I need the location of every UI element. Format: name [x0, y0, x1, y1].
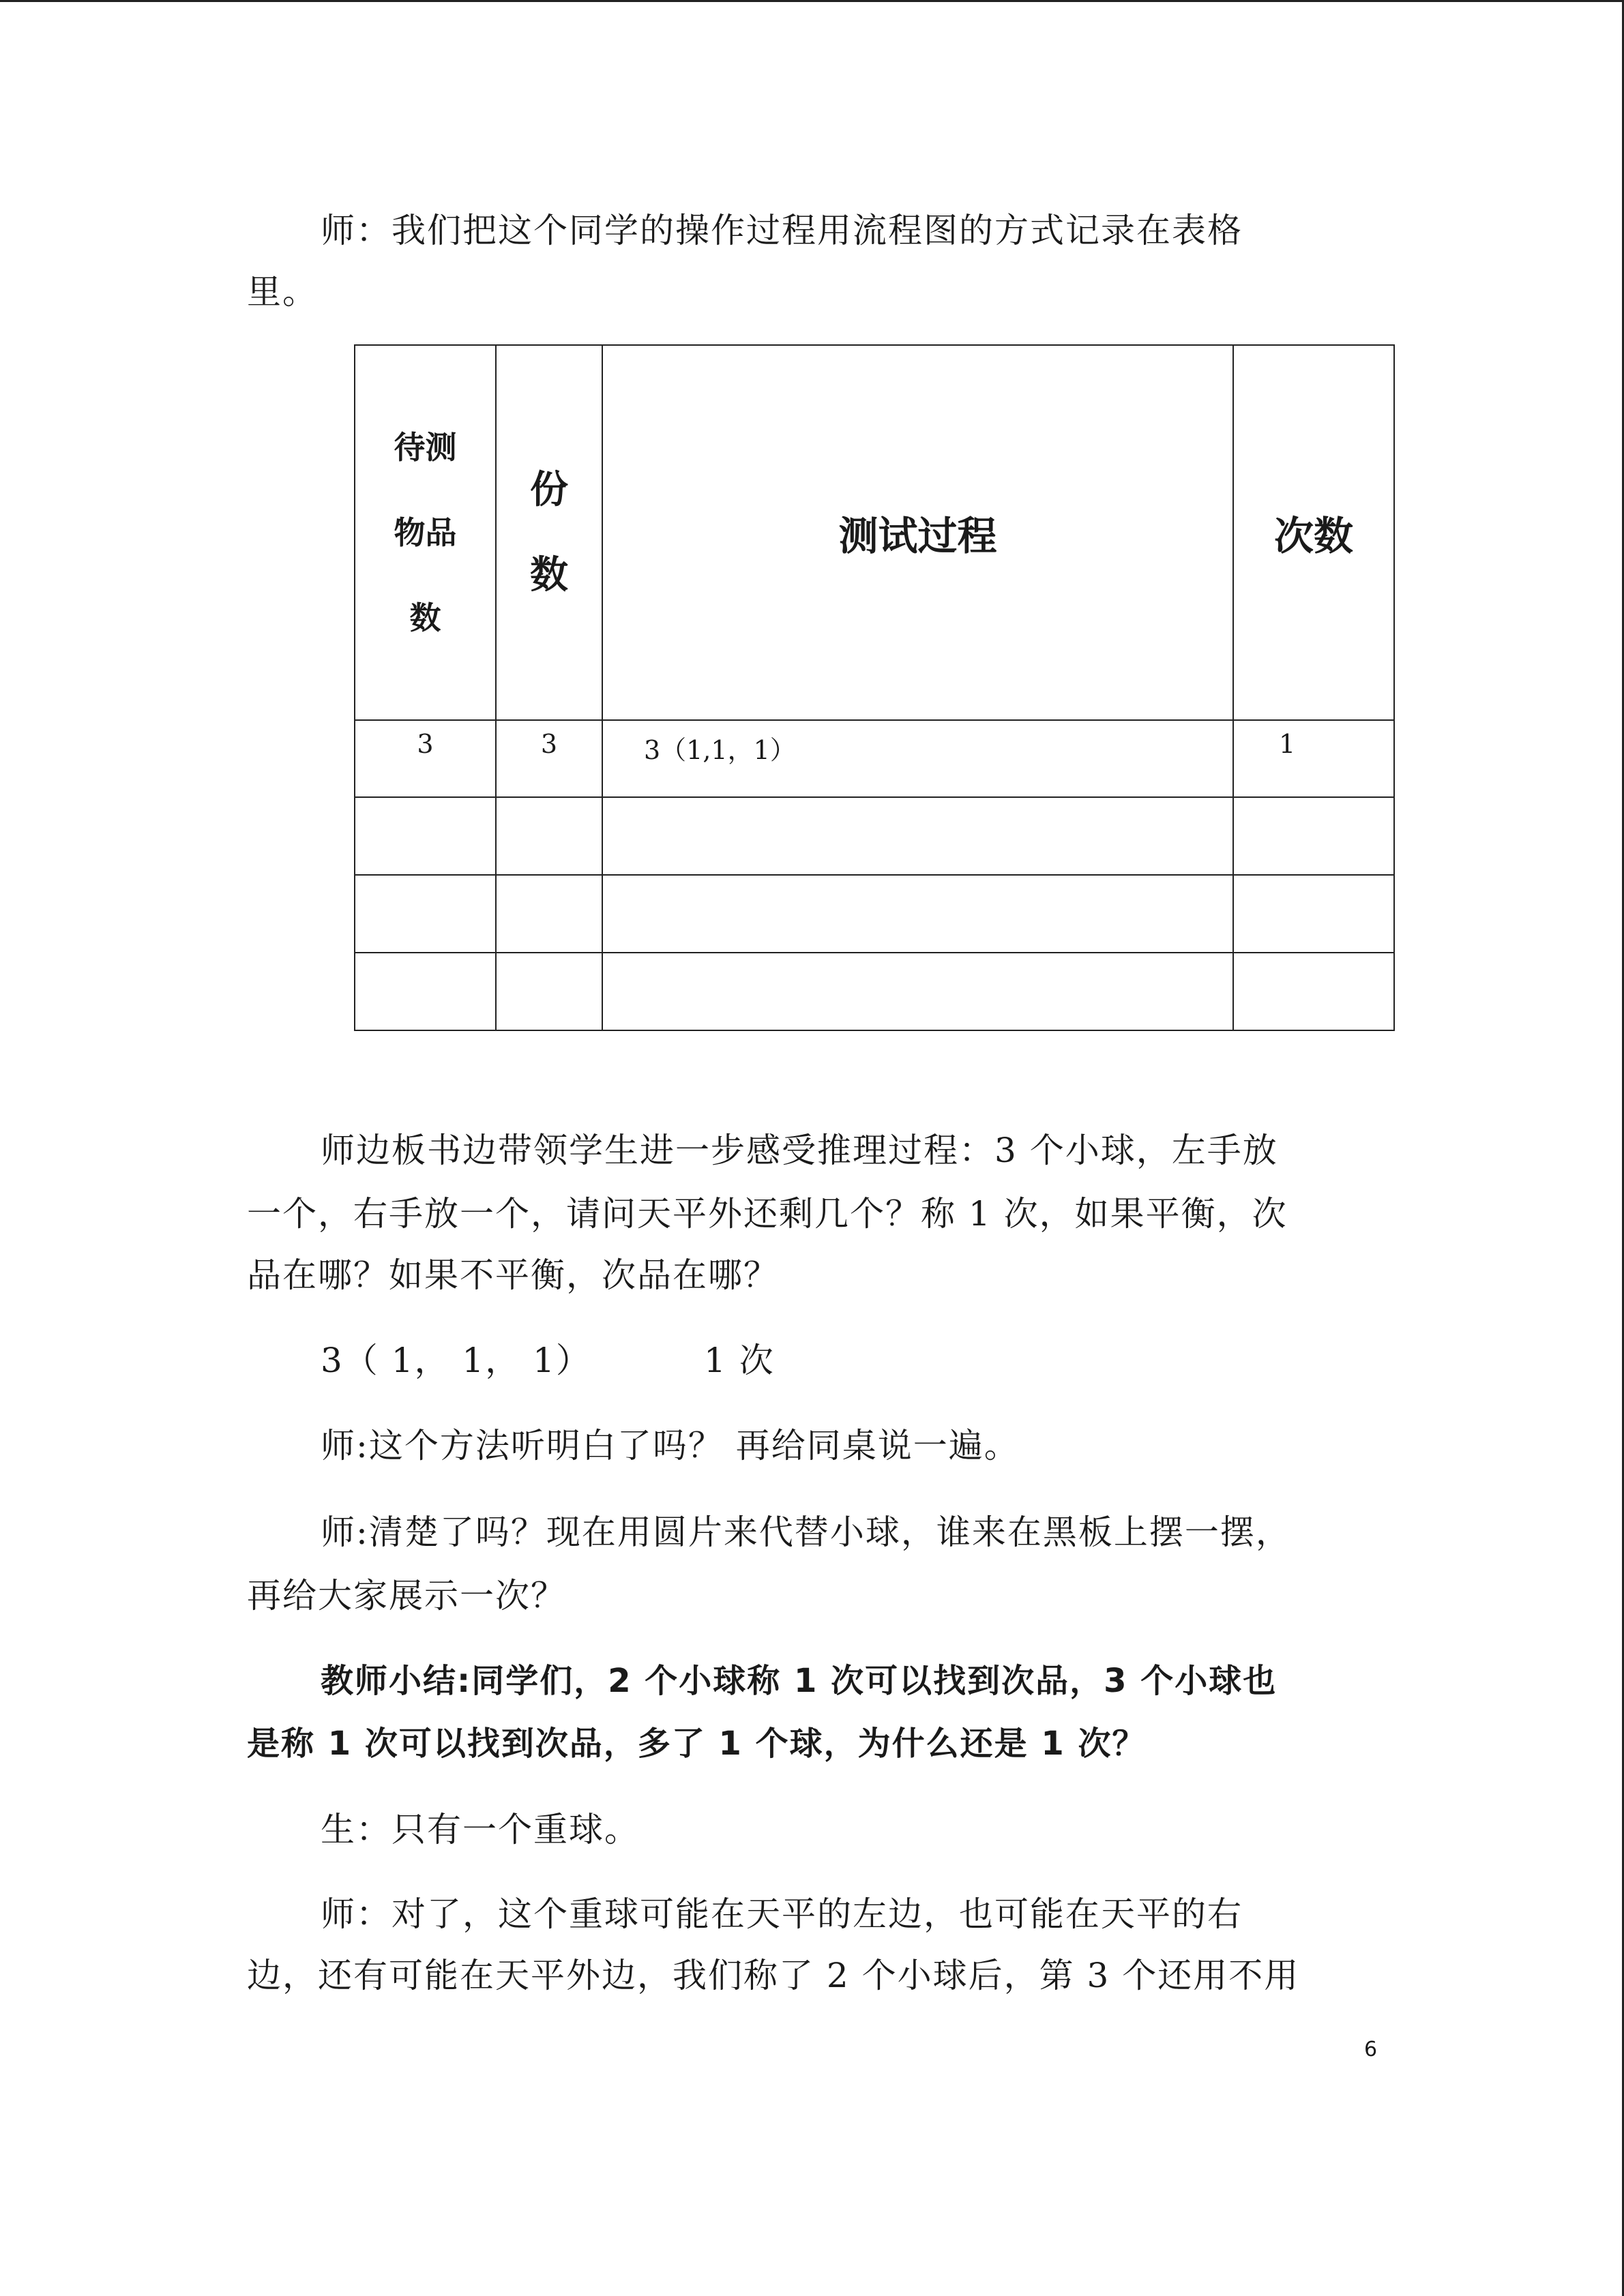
teacher-summary-line-1: 教师小结:同学们，2 个小球称 1 次可以找到次品，3 个小球也	[321, 1662, 1278, 1700]
table-cell	[496, 875, 602, 953]
paragraph-2-line-2: 一个，右手放一个，请问天平外还剩几个？称 1 次，如果平衡，次	[247, 1194, 1288, 1234]
table-cell: 3（1,1，1）	[602, 720, 1233, 797]
table-cell	[602, 875, 1233, 953]
paragraph-6-line-1: 师：对了，这个重球可能在天平的左边，也可能在天平的右	[321, 1894, 1243, 1934]
table-cell	[496, 797, 602, 875]
header-test-process: 测试过程	[602, 345, 1233, 720]
table-cell	[1233, 797, 1394, 875]
test-process-table	[354, 344, 1395, 1031]
paragraph-2-line-3: 品在哪？如果不平衡，次品在哪？	[247, 1255, 779, 1295]
header-items-to-test: 待测 物品 数	[355, 345, 496, 720]
paragraph-6-line-2: 边，还有可能在天平外边，我们称了 2 个小球后，第 3 个还用不用	[247, 1956, 1300, 1995]
formula-count: 1 次	[704, 1341, 775, 1380]
table-cell	[1233, 875, 1394, 953]
table-cell	[355, 797, 496, 875]
paragraph-4-line-2: 再给大家展示一次？	[247, 1576, 566, 1615]
paragraph-2-line-1: 师边板书边带领学生进一步感受推理过程：3 个小球，左手放	[321, 1131, 1278, 1170]
formula-expression: 3（ 1， 1， 1）	[321, 1341, 591, 1380]
header-times: 次数	[1233, 345, 1394, 720]
table-header-row	[355, 345, 1394, 720]
page-number: 6	[1364, 2038, 1378, 2061]
paragraph-1-line-2: 里。	[247, 272, 318, 312]
page-border-top	[0, 0, 1624, 2]
table-cell: 1	[1233, 720, 1394, 797]
table-cell	[355, 875, 496, 953]
table-cell: 3	[496, 720, 602, 797]
table-row	[355, 875, 1394, 953]
table-cell	[602, 953, 1233, 1030]
table-cell	[355, 953, 496, 1030]
paragraph-4-line-1: 师:清楚了吗？现在用圆片来代替小球，谁来在黑板上摆一摆，	[321, 1512, 1291, 1552]
table-row	[355, 720, 1394, 797]
table-cell: 3	[355, 720, 496, 797]
paragraph-5: 生：只有一个重球。	[321, 1810, 640, 1849]
header-portions: 份 数	[496, 345, 602, 720]
table-row	[355, 953, 1394, 1030]
table-cell	[496, 953, 602, 1030]
table-cell	[1233, 953, 1394, 1030]
teacher-summary-line-2: 是称 1 次可以找到次品，多了 1 个球，为什么还是 1 次？	[247, 1725, 1147, 1763]
table-row	[355, 797, 1394, 875]
paragraph-3: 师:这个方法听明白了吗？ 再给同桌说一遍。	[321, 1426, 1020, 1465]
table-cell	[602, 797, 1233, 875]
paragraph-1-line-1: 师：我们把这个同学的操作过程用流程图的方式记录在表格	[321, 211, 1243, 250]
